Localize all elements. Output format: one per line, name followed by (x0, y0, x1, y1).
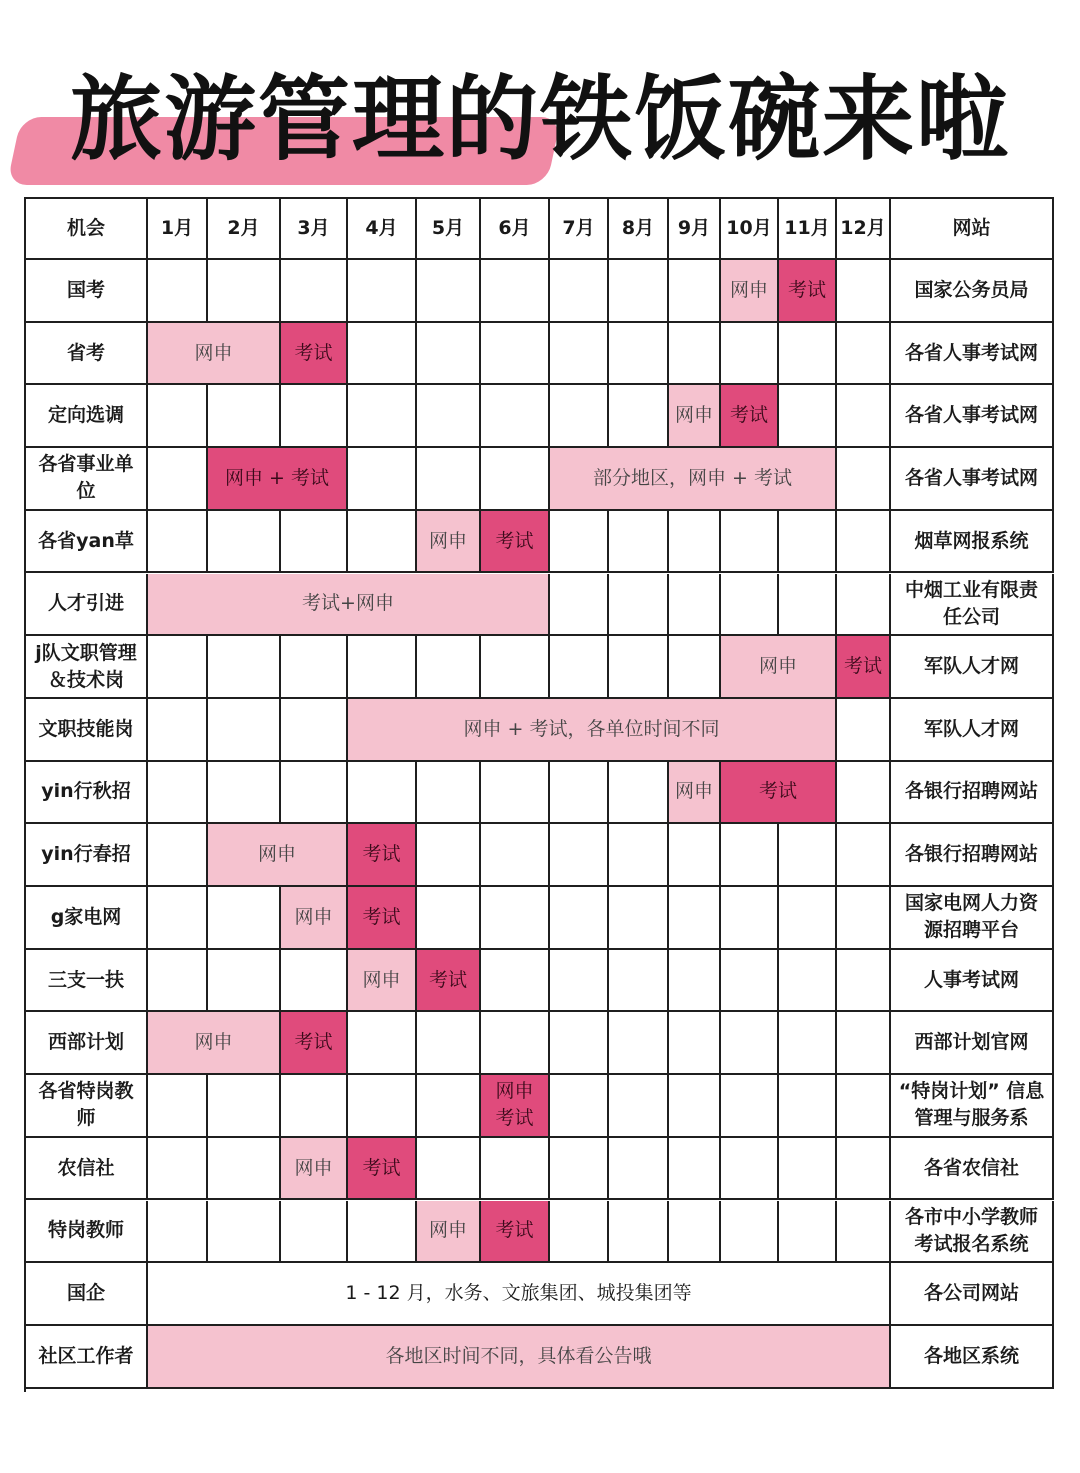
empty-cell (481, 260, 550, 323)
exam-cell: 考试 (837, 636, 891, 699)
empty-cell (281, 511, 348, 574)
empty-cell (208, 1075, 281, 1138)
empty-cell (837, 511, 891, 574)
empty-cell (837, 887, 891, 950)
empty-cell (417, 1138, 481, 1201)
empty-cell (481, 385, 550, 448)
row-label: 定向选调 (26, 385, 148, 448)
empty-cell (779, 887, 837, 950)
row-website: 各银行招聘网站 (891, 762, 1054, 825)
row-website: 各省农信社 (891, 1138, 1054, 1201)
row-label: 人才引进 (26, 574, 148, 637)
empty-cell (281, 385, 348, 448)
empty-cell (148, 887, 208, 950)
empty-cell (721, 824, 779, 887)
row-website: 各地区系统 (891, 1326, 1054, 1389)
empty-cell (148, 511, 208, 574)
empty-cell (837, 950, 891, 1013)
row-label: 省考 (26, 323, 148, 386)
apply-cell: 网申 (281, 887, 348, 950)
exam-cell: 考试 (281, 1012, 348, 1075)
empty-cell (208, 636, 281, 699)
empty-cell (481, 762, 550, 825)
empty-cell (417, 762, 481, 825)
empty-cell (721, 323, 779, 386)
empty-cell (417, 323, 481, 386)
empty-cell (669, 824, 721, 887)
header-month-5: 5月 (417, 199, 481, 260)
empty-cell (550, 260, 609, 323)
empty-cell (609, 1201, 669, 1264)
empty-cell (609, 636, 669, 699)
empty-cell (208, 762, 281, 825)
header-month-6: 6月 (481, 199, 550, 260)
exam-cell: 网申 + 考试 (208, 448, 348, 511)
empty-cell (669, 260, 721, 323)
empty-cell (208, 950, 281, 1013)
apply-cell: 考试+网申 (148, 574, 550, 637)
apply-cell: 网申 (148, 323, 281, 386)
header-month-4: 4月 (348, 199, 417, 260)
header-month-3: 3月 (281, 199, 348, 260)
exam-cell: 考试 (348, 824, 417, 887)
empty-cell (281, 1201, 348, 1264)
empty-cell (550, 323, 609, 386)
row-label: 西部计划 (26, 1012, 148, 1075)
empty-cell (481, 950, 550, 1013)
row-label: 国考 (26, 260, 148, 323)
apply-cell: 网申 (417, 1201, 481, 1264)
empty-cell (348, 511, 417, 574)
empty-cell (281, 260, 348, 323)
empty-cell (550, 887, 609, 950)
empty-cell (148, 385, 208, 448)
empty-cell (417, 824, 481, 887)
header-month-10: 10月 (721, 199, 779, 260)
empty-cell (669, 1075, 721, 1138)
apply-cell: 网申 (417, 511, 481, 574)
empty-cell (550, 574, 609, 637)
empty-cell (721, 1012, 779, 1075)
exam-cell: 考试 (348, 887, 417, 950)
empty-cell (348, 1012, 417, 1075)
empty-cell (779, 323, 837, 386)
exam-cell: 考试 (721, 385, 779, 448)
apply-cell: 网申 (669, 385, 721, 448)
empty-cell (148, 448, 208, 511)
row-website: 中烟工业有限责任公司 (891, 574, 1054, 637)
row-website: 军队人才网 (891, 699, 1054, 762)
empty-cell (417, 636, 481, 699)
empty-cell (779, 574, 837, 637)
empty-cell (669, 323, 721, 386)
row-website: 各省人事考试网 (891, 385, 1054, 448)
empty-cell (837, 1138, 891, 1201)
row-label: 各省事业单位 (26, 448, 148, 511)
row-website: 各公司网站 (891, 1263, 1054, 1326)
empty-cell (550, 1012, 609, 1075)
empty-cell (481, 887, 550, 950)
row-website: 西部计划官网 (891, 1012, 1054, 1075)
empty-cell (481, 824, 550, 887)
empty-cell (281, 636, 348, 699)
empty-cell (481, 1138, 550, 1201)
empty-cell (669, 636, 721, 699)
exam-cell: 考试 (481, 1201, 550, 1264)
empty-cell (481, 1012, 550, 1075)
empty-cell (208, 1138, 281, 1201)
header-month-12: 12月 (837, 199, 891, 260)
empty-cell (550, 824, 609, 887)
empty-cell (669, 1201, 721, 1264)
empty-cell (669, 1138, 721, 1201)
header-month-2: 2月 (208, 199, 281, 260)
empty-cell (208, 699, 281, 762)
empty-cell (417, 887, 481, 950)
empty-cell (779, 511, 837, 574)
row-website: 国家公务员局 (891, 260, 1054, 323)
empty-cell (417, 1012, 481, 1075)
empty-cell (148, 260, 208, 323)
row-website: 各省人事考试网 (891, 448, 1054, 511)
row-label: 三支一扶 (26, 950, 148, 1013)
header-month-7: 7月 (550, 199, 609, 260)
empty-cell (208, 260, 281, 323)
empty-cell (721, 1138, 779, 1201)
row-website: 军队人才网 (891, 636, 1054, 699)
empty-cell (550, 762, 609, 825)
empty-cell (417, 1075, 481, 1138)
header-month-1: 1月 (148, 199, 208, 260)
row-website: “特岗计划” 信息管理与服务系 (891, 1075, 1054, 1138)
empty-cell (550, 1075, 609, 1138)
empty-cell (669, 511, 721, 574)
empty-cell (550, 1138, 609, 1201)
empty-cell (208, 887, 281, 950)
page-title: 旅游管理的铁饭碗来啦 (69, 66, 1010, 173)
row-label: 文职技能岗 (26, 699, 148, 762)
empty-cell (779, 1012, 837, 1075)
empty-cell (669, 574, 721, 637)
empty-cell (669, 887, 721, 950)
empty-cell (348, 323, 417, 386)
exam-cell: 考试 (281, 323, 348, 386)
empty-cell (148, 1138, 208, 1201)
empty-cell (148, 762, 208, 825)
empty-cell (779, 950, 837, 1013)
empty-cell (837, 762, 891, 825)
empty-cell (208, 385, 281, 448)
row-label: 各省特岗教师 (26, 1075, 148, 1138)
empty-cell (837, 323, 891, 386)
empty-cell (669, 1012, 721, 1075)
empty-cell (721, 574, 779, 637)
exam-cell: 网申 考试 (481, 1075, 550, 1138)
empty-cell (208, 1201, 281, 1264)
empty-cell (779, 1138, 837, 1201)
empty-cell (148, 1075, 208, 1138)
row-website: 人事考试网 (891, 950, 1054, 1013)
apply-cell: 网申 (721, 636, 837, 699)
row-label: 社区工作者 (26, 1326, 148, 1389)
header-website: 网站 (891, 199, 1054, 260)
empty-cell (837, 1012, 891, 1075)
empty-cell (837, 448, 891, 511)
row-website: 各市中小学教师考试报名系统 (891, 1201, 1054, 1264)
exam-cell: 考试 (481, 511, 550, 574)
exam-cell: 考试 (721, 762, 837, 825)
exam-cell: 考试 (417, 950, 481, 1013)
empty-cell (417, 448, 481, 511)
empty-cell (779, 385, 837, 448)
empty-cell (721, 511, 779, 574)
note-cell: 1 - 12 月，水务、文旅集团、城投集团等 (148, 1263, 891, 1326)
empty-cell (837, 1201, 891, 1264)
empty-cell (609, 887, 669, 950)
header-month-11: 11月 (779, 199, 837, 260)
empty-cell (281, 762, 348, 825)
exam-cell: 考试 (348, 1138, 417, 1201)
empty-cell (148, 699, 208, 762)
empty-cell (609, 260, 669, 323)
apply-cell: 部分地区，网申 + 考试 (550, 448, 837, 511)
empty-cell (148, 824, 208, 887)
header-month-9: 9月 (669, 199, 721, 260)
row-label: 农信社 (26, 1138, 148, 1201)
empty-cell (348, 385, 417, 448)
empty-cell (281, 950, 348, 1013)
empty-cell (550, 1201, 609, 1264)
empty-cell (348, 636, 417, 699)
row-label: 国企 (26, 1263, 148, 1326)
header-month-8: 8月 (609, 199, 669, 260)
row-website: 国家电网人力资源招聘平台 (891, 887, 1054, 950)
empty-cell (481, 448, 550, 511)
empty-cell (148, 636, 208, 699)
empty-cell (779, 1201, 837, 1264)
apply-cell: 网申 (348, 950, 417, 1013)
empty-cell (208, 511, 281, 574)
empty-cell (348, 448, 417, 511)
empty-cell (348, 762, 417, 825)
apply-cell: 各地区时间不同，具体看公告哦 (148, 1326, 891, 1389)
empty-cell (837, 260, 891, 323)
apply-cell: 网申 (721, 260, 779, 323)
row-label: g家电网 (26, 887, 148, 950)
header-opportunity: 机会 (26, 199, 148, 260)
empty-cell (281, 1075, 348, 1138)
empty-cell (837, 385, 891, 448)
empty-cell (609, 511, 669, 574)
empty-cell (481, 323, 550, 386)
row-label: yin行春招 (26, 824, 148, 887)
empty-cell (348, 1075, 417, 1138)
empty-cell (148, 950, 208, 1013)
empty-cell (721, 887, 779, 950)
empty-cell (609, 950, 669, 1013)
empty-cell (837, 574, 891, 637)
empty-cell (550, 950, 609, 1013)
empty-cell (721, 1075, 779, 1138)
empty-cell (779, 1075, 837, 1138)
empty-cell (609, 1012, 669, 1075)
row-label: j队文职管理＆技术岗 (26, 636, 148, 699)
empty-cell (609, 574, 669, 637)
row-label: 各省yan草 (26, 511, 148, 574)
empty-cell (837, 699, 891, 762)
empty-cell (609, 385, 669, 448)
empty-cell (481, 636, 550, 699)
empty-cell (417, 385, 481, 448)
empty-cell (550, 636, 609, 699)
apply-cell: 网申 (281, 1138, 348, 1201)
apply-cell: 网申 + 考试，各单位时间不同 (348, 699, 837, 762)
empty-cell (779, 824, 837, 887)
row-website: 烟草网报系统 (891, 511, 1054, 574)
empty-cell (417, 260, 481, 323)
empty-cell (550, 511, 609, 574)
exam-cell: 考试 (779, 260, 837, 323)
empty-cell (721, 1201, 779, 1264)
row-label: yin行秋招 (26, 762, 148, 825)
empty-cell (348, 260, 417, 323)
empty-cell (837, 1075, 891, 1138)
empty-cell (609, 1138, 669, 1201)
empty-cell (669, 950, 721, 1013)
empty-cell (721, 950, 779, 1013)
empty-cell (281, 699, 348, 762)
empty-cell (348, 1201, 417, 1264)
empty-cell (148, 1201, 208, 1264)
empty-cell (609, 824, 669, 887)
empty-cell (837, 824, 891, 887)
row-label: 特岗教师 (26, 1201, 148, 1264)
apply-cell: 网申 (148, 1012, 281, 1075)
empty-cell (609, 323, 669, 386)
apply-cell: 网申 (669, 762, 721, 825)
row-website: 各银行招聘网站 (891, 824, 1054, 887)
apply-cell: 网申 (208, 824, 348, 887)
empty-cell (550, 385, 609, 448)
empty-cell (609, 762, 669, 825)
empty-cell (609, 1075, 669, 1138)
row-website: 各省人事考试网 (891, 323, 1054, 386)
